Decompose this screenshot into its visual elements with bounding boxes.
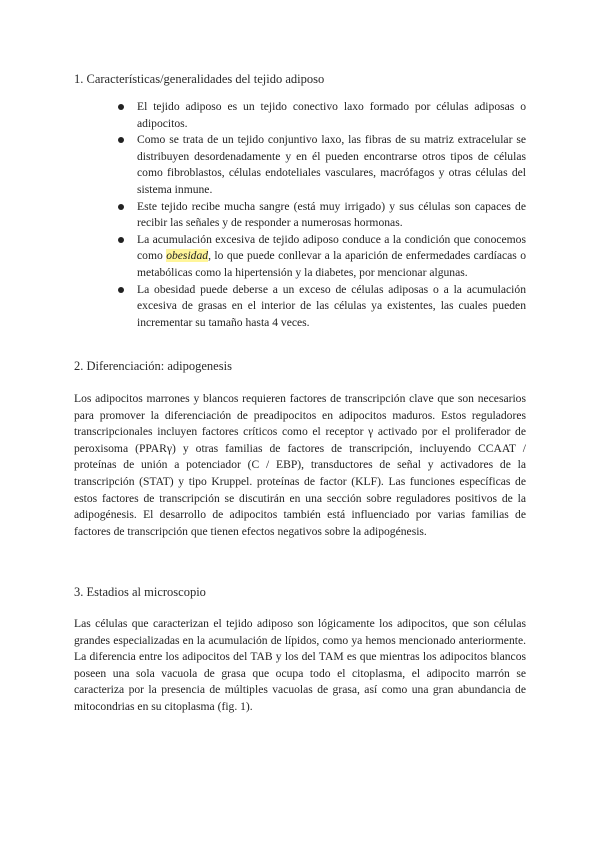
bullet-text-before: La acumulación excesiva de tejido adiposo conduce a la condición que conocemos como <box>137 232 526 263</box>
bullet-text: Este tejido recibe mucha sangre (está muy irrigado) y sus células son capaces de recibir las señales y de responder a numerosas hormonas. <box>137 199 526 230</box>
bullet-text: La obesidad puede deberse a un exceso de células adiposas o a la acumulación excesiva de grasas en el interior de las células ya existentes, las cuales pueden incrementar su tamaño hasta 4 veces. <box>137 282 526 329</box>
section-1-heading: 1. Características/generalidades del tejido adiposo <box>74 72 325 86</box>
bullet-text: Como se trata de un tejido conjuntivo laxo, las fibras de su matriz extracelular se distribuyen desordenadamente y en él pueden encontrarse otros tipos de células como fibroblastos, células endoteliales vasculares, macrófagos y otras células del sistema inmune. <box>137 133 526 196</box>
section-1-bullet-list <box>137 99 526 331</box>
section-3-paragraph: Las células que caracterizan el tejido adiposo son lógicamente los adipocitos, que son células grandes especializadas en la acumulación de lípidos, como ya hemos mencionado anteriormente. La diferencia entre los adipocitos del TAB y los del TAM es que mientras los adipocitos blancos poseen una sola vacuola de grasa que ocupa todo el citoplasma, el adipocito marrón se caracteriza por la presencia de múltiples vacuolas de grasa, así como una gran abundancia de mitocondrias en su citoplasma (fig. 1). <box>74 617 526 713</box>
bullet-text-after: , lo que puede conllevar a la aparición de enfermedades cardíacas o metabólicas como la hipertensión y la diabetes, por mencionar algunas. <box>137 249 527 279</box>
bullet-dot-icon <box>118 137 124 143</box>
bullet-dot-icon <box>118 104 124 110</box>
bullet-item <box>137 99 526 132</box>
bullet-item <box>137 282 526 332</box>
bullet-dot-icon <box>118 237 124 243</box>
bullet-dot-icon <box>118 287 124 293</box>
bullet-item <box>137 232 526 282</box>
section-3-heading: 3. Estadios al microscopio <box>74 585 206 599</box>
bullet-text: El tejido adiposo es un tejido conectivo laxo formado por células adiposas o adipocitos. <box>137 100 526 130</box>
bullet-dot-icon <box>118 204 124 210</box>
highlighted-term: obesidad <box>166 249 209 263</box>
bullet-item <box>137 199 526 232</box>
section-2-paragraph: Los adipocitos marrones y blancos requieren factores de transcripción clave que son necesarios para promover la diferenciación de preadipocitos en adipocitos maduros. Estos reguladores transcripcionales incluyen factores críticos como el receptor γ activado por el proliferador de peroxisoma (PPARγ) y otras familias de factores de transcripción, incluyendo CCAAT / proteínas de unión a potenciador (C / EBP), transductores de señal y activadores de la transcripción (STAT) y tipo Kruppel. proteínas de factor (KLF). Las funciones específicas de estos factores de transcripción se discutirán en una sección sobre reguladores positivos de la adipogénesis. El desarrollo de adipocitos también está influenciado por varias familias de factores de transcripción que tienen efectos negativos sobre la adipogénesis. <box>74 392 526 538</box>
bullet-item <box>137 132 526 198</box>
section-2-heading: 2. Diferenciación: adipogenesis <box>74 359 232 373</box>
